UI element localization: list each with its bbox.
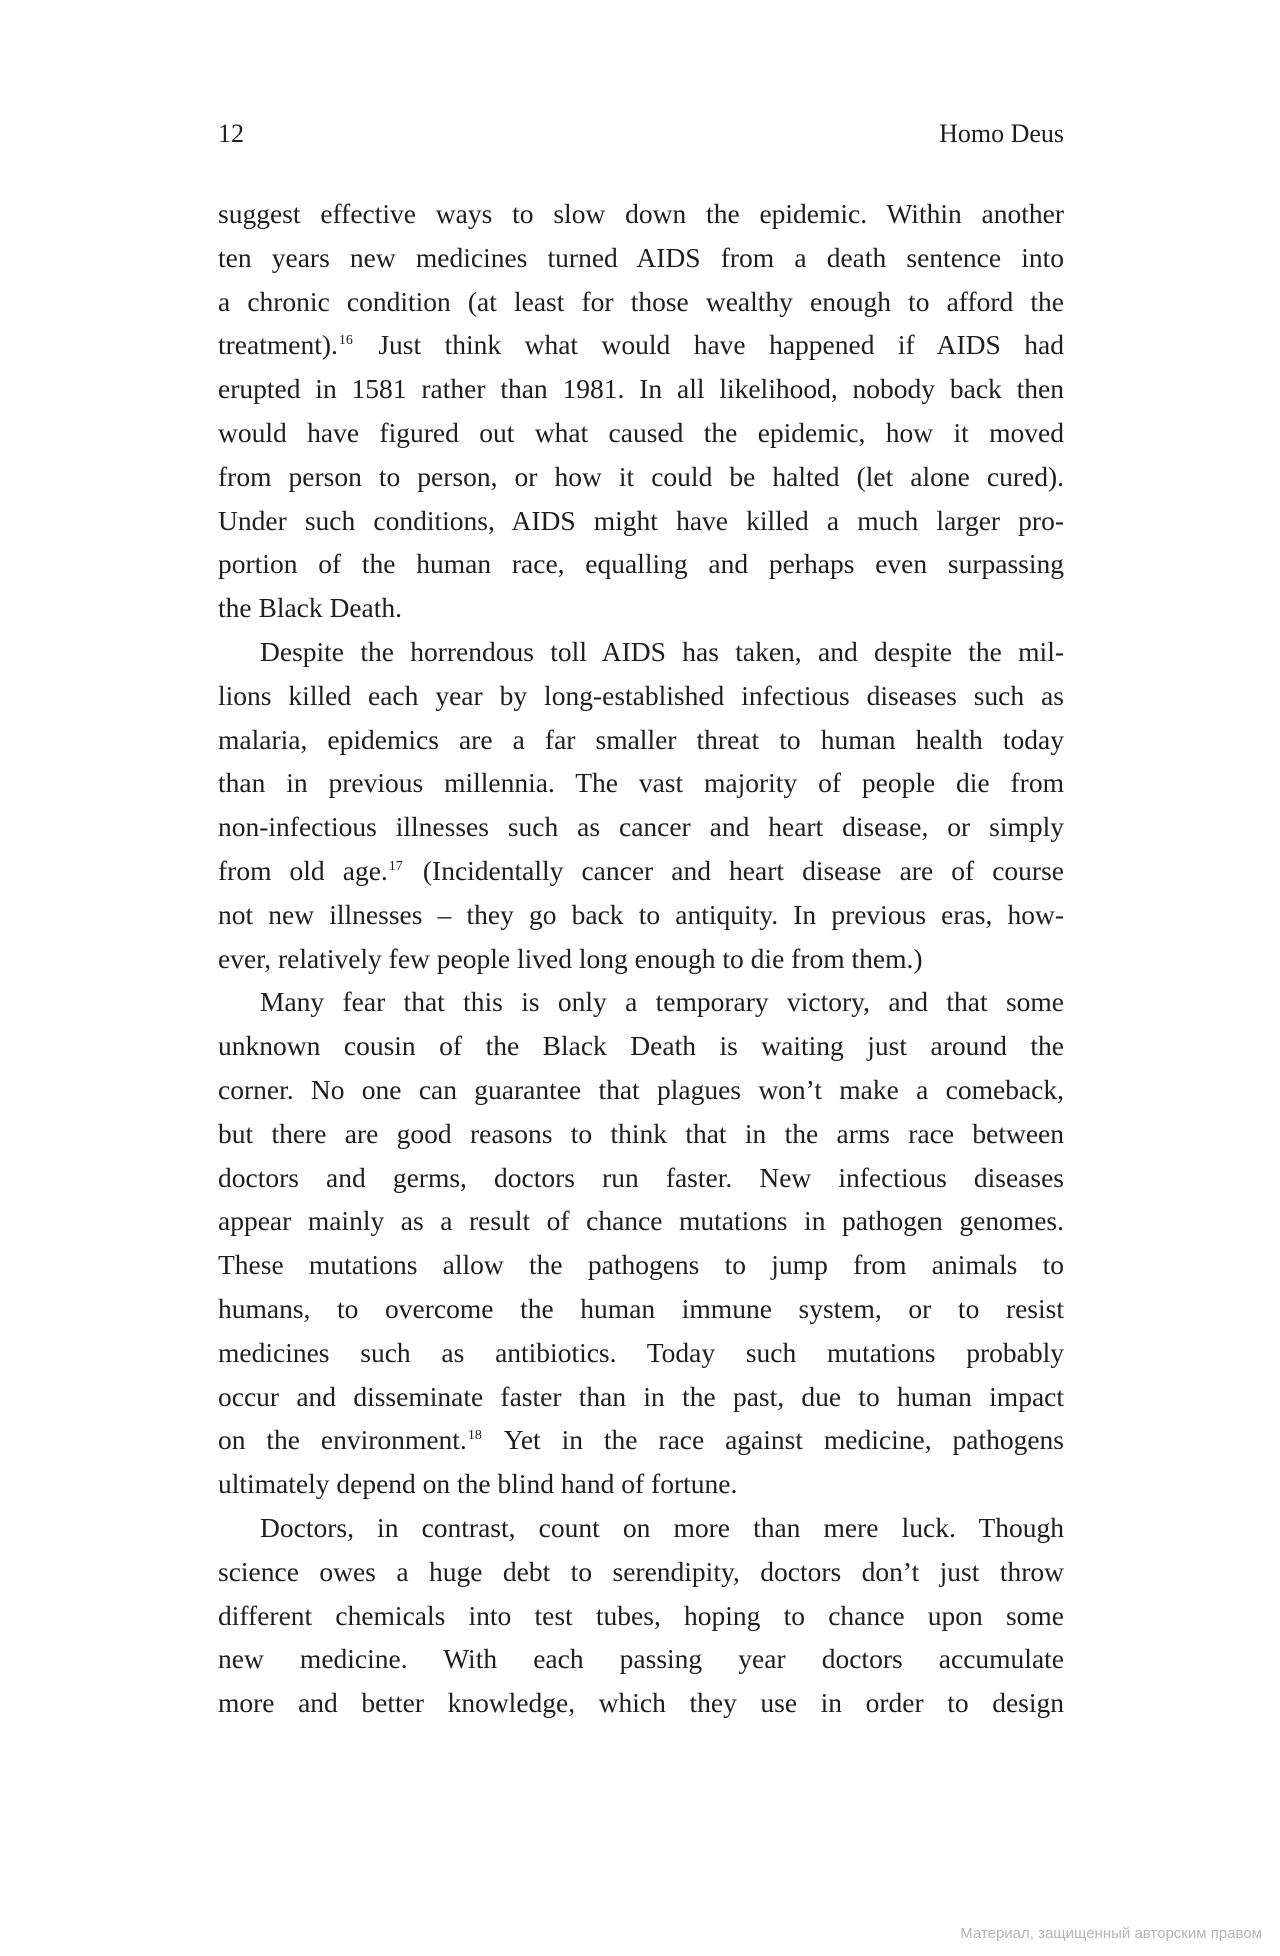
text-line: malaria, epidemics are a far smaller threat to human health today <box>218 723 1064 755</box>
text-segment: Yet in the race against medicine, pathogens <box>483 1424 1064 1456</box>
text-line <box>218 323 1064 367</box>
text-line: from person to person, or how it could be halted (let alone cured). <box>218 460 1064 492</box>
footnote-ref[interactable]: 18 <box>467 1428 482 1444</box>
text-line: lions killed each year by long-established infectious diseases such as <box>218 679 1064 711</box>
text-line: These mutations allow the pathogens to jump from animals to <box>218 1249 1064 1281</box>
text-line: doctors and germs, doctors run faster. New infectious diseases <box>218 1161 1064 1193</box>
text-line: humans, to overcome the human immune system, or to resist <box>218 1292 1064 1324</box>
text-line: would have figured out what caused the epidemic, how it moved <box>218 416 1064 448</box>
footnote-ref[interactable]: 16 <box>338 333 353 349</box>
text-line: unknown cousin of the Black Death is waiting just around the <box>218 1030 1064 1062</box>
text-line: Many fear that this is only a temporary victory, and that some <box>260 986 1064 1018</box>
footnote-ref[interactable]: 17 <box>388 858 403 874</box>
body-text <box>218 192 1064 1725</box>
text-line: suggest effective ways to slow down the epidemic. Within another <box>218 198 1064 229</box>
running-head <box>218 114 1064 154</box>
text-line: non-infectious illnesses such as cancer and heart disease, or simply <box>218 811 1064 843</box>
text-line: ever, relatively few people lived long enough to die from them.) <box>218 942 923 974</box>
text-line: Doctors, in contrast, count on more than mere luck. Though <box>260 1511 1064 1543</box>
text-segment: from old age. <box>218 854 388 886</box>
text-line: the Black Death. <box>218 592 403 624</box>
text-line: occur and disseminate faster than in the past, due to human impact <box>218 1380 1064 1412</box>
text-segment: (Incidentally cancer and heart disease are of course <box>404 854 1064 886</box>
text-line <box>218 1418 1064 1462</box>
text-line: more and better knowledge, which they use in order to design <box>218 1687 1064 1719</box>
text-line: medicines such as antibiotics. Today such mutations probably <box>218 1336 1064 1368</box>
copyright-watermark: Материал, защищенный авторским правом <box>960 1925 1262 1942</box>
page-number: 12 <box>218 119 244 148</box>
text-line: portion of the human race, equalling and perhaps even surpassing <box>218 548 1064 580</box>
text-line: Despite the horrendous toll AIDS has taken, and despite the mil- <box>260 635 1064 667</box>
text-line: erupted in 1581 rather than 1981. In all likelihood, nobody back then <box>218 373 1064 405</box>
text-line: a chronic condition (at least for those wealthy enough to afford the <box>218 285 1064 317</box>
text-line: corner. No one can guarantee that plagues won’t make a comeback, <box>218 1073 1064 1105</box>
text-line: different chemicals into test tubes, hoping to chance upon some <box>218 1599 1064 1631</box>
text-segment: treatment). <box>218 329 338 361</box>
text-line: Under such conditions, AIDS might have killed a much larger pro- <box>218 504 1064 536</box>
text-line: science owes a huge debt to serendipity, doctors don’t just throw <box>218 1555 1064 1587</box>
text-line: not new illnesses – they go back to antiquity. In previous eras, how- <box>218 898 1064 930</box>
text-segment: on the environment. <box>218 1424 467 1456</box>
text-line: appear mainly as a result of chance mutations in pathogen genomes. <box>218 1205 1064 1237</box>
text-line: but there are good reasons to think that in the arms race between <box>218 1117 1064 1149</box>
text-line: new medicine. With each passing year doctors accumulate <box>218 1643 1064 1675</box>
book-title: Homo Deus <box>939 119 1064 148</box>
text-line <box>218 849 1064 893</box>
text-line: than in previous millennia. The vast majority of people die from <box>218 767 1064 799</box>
text-segment: Just think what would have happened if AIDS had <box>354 329 1064 361</box>
text-line: ultimately depend on the blind hand of fortune. <box>218 1468 738 1500</box>
text-line: ten years new medicines turned AIDS from a death sentence into <box>218 241 1064 273</box>
